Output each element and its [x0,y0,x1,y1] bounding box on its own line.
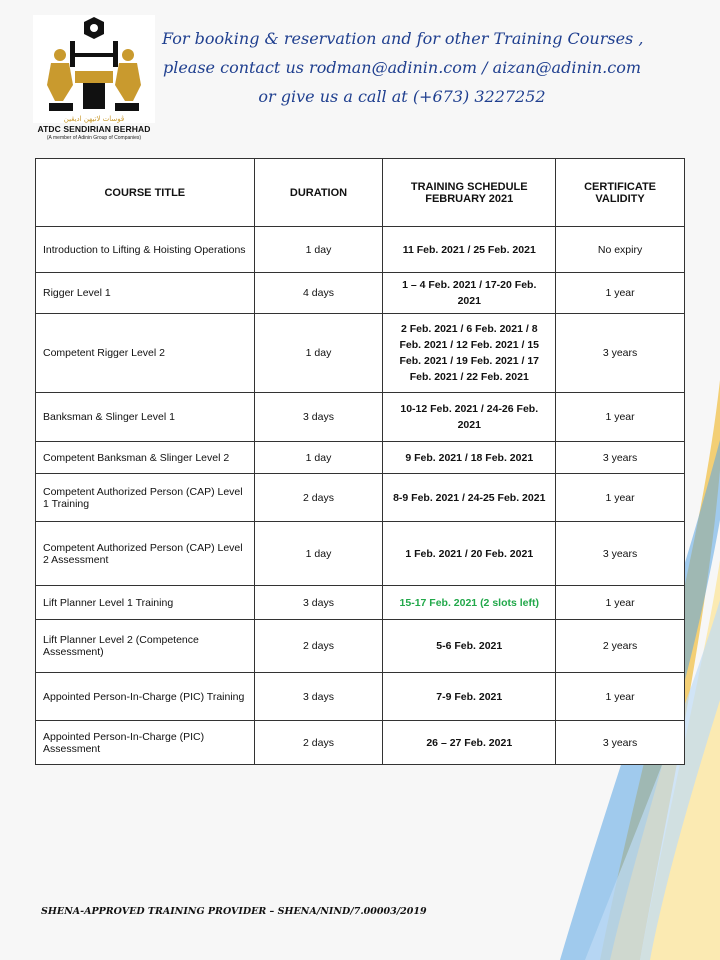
table-row [36,227,685,273]
table-row [36,314,685,393]
contact-line-2: please contact us rodman@adinin.com / aizan@adinin.com [162,58,642,77]
table-row [36,442,685,474]
course-title-cell: Competent Authorized Person (CAP) Level 2 Assessment [36,522,255,586]
course-title-cell: Appointed Person-In-Charge (PIC) Assessment [36,721,255,765]
duration-cell: 1 day [254,314,383,393]
schedule-cell: 7-9 Feb. 2021 [383,673,556,721]
validity-cell: 1 year [556,273,685,314]
validity-cell: 1 year [556,393,685,442]
header-training-schedule: TRAINING SCHEDULE FEBRUARY 2021 [383,159,556,227]
schedule-cell: 26 – 27 Feb. 2021 [383,721,556,765]
contact-line-1: For booking & reservation and for other Training Courses , [162,29,644,48]
company-logo [31,15,157,143]
table-row [36,273,685,314]
schedule-cell: 5-6 Feb. 2021 [383,620,556,673]
duration-cell: 3 days [254,393,383,442]
schedule-cell: 10-12 Feb. 2021 / 24-26 Feb. 2021 [383,393,556,442]
validity-cell: 1 year [556,474,685,522]
duration-cell: 4 days [254,273,383,314]
course-title-cell: Introduction to Lifting & Hoisting Operations [36,227,255,273]
duration-cell: 3 days [254,586,383,620]
course-title-cell: Competent Banksman & Slinger Level 2 [36,442,255,474]
company-subtitle: (A member of Adinin Group of Companies) [46,135,142,141]
course-title-cell: Competent Authorized Person (CAP) Level 1 Training [36,474,255,522]
table-row [36,474,685,522]
validity-cell: 3 years [556,314,685,393]
table-header-row [36,159,685,227]
table-row [36,620,685,673]
header-certificate-validity: CERTIFICATE VALIDITY [556,159,685,227]
validity-cell: No expiry [556,227,685,273]
schedule-cell: 11 Feb. 2021 / 25 Feb. 2021 [383,227,556,273]
course-title-cell: Lift Planner Level 2 (Competence Assessment) [36,620,255,673]
course-title-cell: Rigger Level 1 [36,273,255,314]
schedule-cell-highlighted: 15-17 Feb. 2021 (2 slots left) [383,586,556,620]
contact-info [162,24,642,111]
table-row [36,522,685,586]
table-row [36,721,685,765]
company-name: ATDC SENDIRIAN BERHAD [37,124,151,134]
duration-cell: 2 days [254,474,383,522]
validity-cell: 3 years [556,442,685,474]
validity-cell: 3 years [556,522,685,586]
table-row [36,393,685,442]
schedule-cell: 1 Feb. 2021 / 20 Feb. 2021 [383,522,556,586]
schedule-cell: 1 – 4 Feb. 2021 / 17-20 Feb. 2021 [383,273,556,314]
logo-arabic-text: ڤوسات لاتيهن اديڠين [63,115,125,123]
course-schedule-table [35,158,685,765]
duration-cell: 2 days [254,620,383,673]
header-course-title: COURSE TITLE [36,159,255,227]
schedule-cell: 2 Feb. 2021 / 6 Feb. 2021 / 8 Feb. 2021 / 12 Feb. 2021 / 15 Feb. 2021 / 19 Feb. 2021 / 17 Feb. 2021 / 22 Feb. 2021 [383,314,556,393]
course-title-cell: Appointed Person-In-Charge (PIC) Training [36,673,255,721]
duration-cell: 1 day [254,442,383,474]
course-title-cell: Banksman & Slinger Level 1 [36,393,255,442]
schedule-cell: 9 Feb. 2021 / 18 Feb. 2021 [383,442,556,474]
course-title-cell: Competent Rigger Level 2 [36,314,255,393]
duration-cell: 1 day [254,227,383,273]
footer-accreditation: SHENA-APPROVED TRAINING PROVIDER – SHENA/NIND/7.00003/2019 [41,906,427,917]
validity-cell: 1 year [556,586,685,620]
duration-cell: 3 days [254,673,383,721]
validity-cell: 1 year [556,673,685,721]
contact-line-3: or give us a call at (+673) 3227252 [258,87,546,106]
table-row [36,673,685,721]
logo-emblem-icon [33,15,155,123]
validity-cell: 3 years [556,721,685,765]
course-title-cell: Lift Planner Level 1 Training [36,586,255,620]
schedule-cell: 8-9 Feb. 2021 / 24-25 Feb. 2021 [383,474,556,522]
table-row [36,586,685,620]
duration-cell: 1 day [254,522,383,586]
validity-cell: 2 years [556,620,685,673]
duration-cell: 2 days [254,721,383,765]
header-duration: DURATION [254,159,383,227]
